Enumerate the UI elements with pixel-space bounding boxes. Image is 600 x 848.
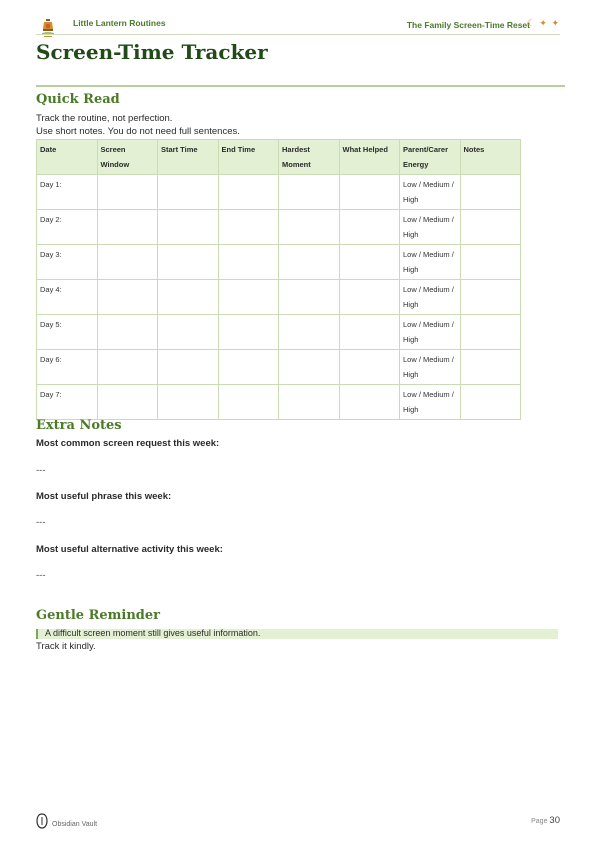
energy-cell[interactable]: Low / Medium / High: [400, 210, 461, 245]
end-time-cell[interactable]: [218, 350, 279, 385]
answer-alternative-activity[interactable]: ---: [36, 570, 46, 581]
table-row: [37, 175, 521, 210]
hardest-moment-cell[interactable]: [279, 210, 340, 245]
screen-window-cell[interactable]: [97, 385, 158, 420]
document-title: The Family Screen-Time Reset: [406, 20, 530, 30]
quick-read-line-2: Use short notes. You do not need full sentences.: [36, 126, 240, 137]
notes-cell[interactable]: [460, 385, 521, 420]
start-time-cell[interactable]: [158, 315, 219, 350]
hardest-moment-cell[interactable]: [279, 280, 340, 315]
notes-cell[interactable]: [460, 245, 521, 280]
extra-notes-heading: Extra Notes: [36, 418, 122, 433]
energy-cell[interactable]: Low / Medium / High: [400, 385, 461, 420]
brand-name: Little Lantern Routines: [73, 18, 166, 28]
start-time-cell[interactable]: [158, 245, 219, 280]
table-row: [37, 315, 521, 350]
table-row: [37, 245, 521, 280]
column-header: Date: [37, 140, 98, 175]
what-helped-cell[interactable]: [339, 350, 400, 385]
column-header: Notes: [460, 140, 521, 175]
date-cell: Day 5:: [37, 315, 98, 350]
quick-read-heading: Quick Read: [36, 92, 120, 107]
column-header: End Time: [218, 140, 279, 175]
what-helped-cell[interactable]: [339, 315, 400, 350]
page-label: Page: [531, 818, 548, 825]
screen-window-cell[interactable]: [97, 245, 158, 280]
screen-window-cell[interactable]: [97, 350, 158, 385]
column-header: Screen Window: [97, 140, 158, 175]
table-row: [37, 210, 521, 245]
end-time-cell[interactable]: [218, 210, 279, 245]
hardest-moment-cell[interactable]: [279, 315, 340, 350]
what-helped-cell[interactable]: [339, 245, 400, 280]
what-helped-cell[interactable]: [339, 385, 400, 420]
page-title: Screen-Time Tracker: [36, 40, 268, 64]
date-cell: Day 1:: [37, 175, 98, 210]
energy-cell[interactable]: Low / Medium / High: [400, 245, 461, 280]
notes-cell[interactable]: [460, 315, 521, 350]
end-time-cell[interactable]: [218, 175, 279, 210]
quick-read-line-1: Track the routine, not perfection.: [36, 113, 173, 124]
table-header-row: [37, 140, 521, 175]
date-cell: Day 2:: [37, 210, 98, 245]
energy-cell[interactable]: Low / Medium / High: [400, 350, 461, 385]
question-useful-phrase: Most useful phrase this week:: [36, 491, 172, 502]
end-time-cell[interactable]: [218, 315, 279, 350]
notes-cell[interactable]: [460, 210, 521, 245]
start-time-cell[interactable]: [158, 280, 219, 315]
end-time-cell[interactable]: [218, 385, 279, 420]
date-cell: Day 6:: [37, 350, 98, 385]
column-header: What Helped: [339, 140, 400, 175]
screen-window-cell[interactable]: [97, 280, 158, 315]
column-header: Start Time: [158, 140, 219, 175]
hardest-moment-cell[interactable]: [279, 245, 340, 280]
hardest-moment-cell[interactable]: [279, 350, 340, 385]
hardest-moment-cell[interactable]: [279, 385, 340, 420]
header-divider: [36, 34, 560, 35]
table-row: [37, 385, 521, 420]
what-helped-cell[interactable]: [339, 280, 400, 315]
reminder-line: Track it kindly.: [36, 641, 96, 652]
table-row: [37, 350, 521, 385]
page-number-value: 30: [549, 815, 560, 826]
answer-useful-phrase[interactable]: ---: [36, 517, 46, 528]
date-cell: Day 3:: [37, 245, 98, 280]
column-header: Hardest Moment: [279, 140, 340, 175]
end-time-cell[interactable]: [218, 280, 279, 315]
what-helped-cell[interactable]: [339, 210, 400, 245]
screen-window-cell[interactable]: [97, 210, 158, 245]
page-number: [531, 815, 560, 826]
lantern-logo-icon: [40, 19, 56, 39]
energy-cell[interactable]: Low / Medium / High: [400, 175, 461, 210]
start-time-cell[interactable]: [158, 175, 219, 210]
footer-brand: Obsidian Vault: [52, 821, 98, 828]
page-header: [36, 14, 560, 36]
screen-window-cell[interactable]: [97, 315, 158, 350]
question-common-request: Most common screen request this week:: [36, 438, 220, 449]
column-header: Parent/Carer Energy: [400, 140, 461, 175]
end-time-cell[interactable]: [218, 245, 279, 280]
reminder-quote: A difficult screen moment still gives useful information.: [45, 628, 261, 638]
obsidian-vault-icon: [36, 813, 48, 829]
date-cell: Day 7:: [37, 385, 98, 420]
hardest-moment-cell[interactable]: [279, 175, 340, 210]
gentle-reminder-heading: Gentle Reminder: [36, 608, 160, 623]
notes-cell[interactable]: [460, 350, 521, 385]
date-cell: Day 4:: [37, 280, 98, 315]
table-row: [37, 280, 521, 315]
answer-common-request[interactable]: ---: [36, 465, 46, 476]
title-divider: [36, 85, 565, 87]
start-time-cell[interactable]: [158, 350, 219, 385]
start-time-cell[interactable]: [158, 385, 219, 420]
energy-cell[interactable]: Low / Medium / High: [400, 280, 461, 315]
question-alternative-activity: Most useful alternative activity this week:: [36, 544, 223, 555]
screen-window-cell[interactable]: [97, 175, 158, 210]
screen-time-table: [36, 139, 521, 420]
moon-star-deco-icon: ☾ ✦ ✦: [526, 18, 560, 28]
start-time-cell[interactable]: [158, 210, 219, 245]
what-helped-cell[interactable]: [339, 175, 400, 210]
notes-cell[interactable]: [460, 280, 521, 315]
notes-cell[interactable]: [460, 175, 521, 210]
energy-cell[interactable]: Low / Medium / High: [400, 315, 461, 350]
